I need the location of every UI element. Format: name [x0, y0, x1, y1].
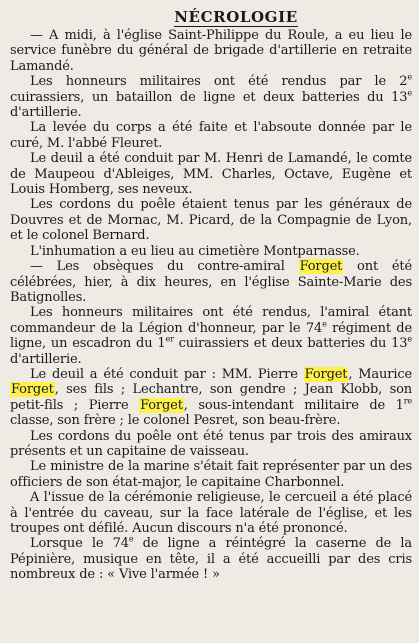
article-paragraph [10, 490, 412, 536]
superscript-ordinal: e [407, 72, 412, 82]
article-paragraph [10, 459, 412, 490]
highlighted-name: Forget [140, 397, 183, 413]
article-paragraph [10, 259, 412, 305]
text-run: Les cordons du poêle ont été tenus par trois des amiraux présents et un capitaine de vaisseau. [10, 428, 412, 459]
text-run: A l'issue de la cérémonie religieuse, le cercueil a été placé à l'entrée du caveau, sur la face latérale de l'église, et les troupes ont défilé. Aucun discours n'a été prononcé. [10, 490, 412, 536]
superscript-ordinal: re [403, 396, 412, 406]
text-run: L'inhumation a eu lieu au cimetière Montparnasse. [30, 243, 360, 259]
article-paragraph [10, 305, 412, 367]
text-run: Le deuil a été conduit par M. Henri de Lamandé, le comte de Maupeou d'Ableiges, MM. Charles, Octave, Eugène et Louis Homberg, ses neveux. [10, 151, 412, 198]
text-run: Le deuil a été conduit par : MM. Pierre [30, 366, 304, 382]
article-paragraph [10, 197, 412, 243]
text-run: La levée du corps a été faite et l'absoute donnée par le curé, M. l'abbé Fleuret. [10, 120, 412, 151]
text-run: Les honneurs militaires ont été rendus, l'amiral étant commandeur de la Légion d'honneur, par le 74 [10, 305, 412, 336]
text-run: Lorsque le 74 [30, 536, 129, 552]
highlighted-name: Forget [11, 382, 54, 398]
superscript-ordinal: e [407, 88, 412, 98]
text-run: d'artillerie. [10, 351, 82, 367]
article-paragraph [10, 244, 412, 259]
article-paragraph [10, 28, 412, 74]
article-paragraph [10, 536, 412, 582]
text-run: Les cordons du poêle étaient tenus par les généraux de Douvres et de Mornac, M. Picard, de la Compagnie de Lyon, et le colonel Bernard. [10, 197, 412, 244]
article-paragraph [10, 120, 412, 151]
text-run: — A midi, à l'église Saint-Philippe du Roule, a eu lieu le service funèbre du général de brigade d'artillerie en retraite Lamandé. [10, 28, 412, 74]
text-run: régiment de ligne, un escadron du 1 [10, 320, 413, 352]
text-run: cuirassiers, un bataillon de ligne et deux batteries du 13 [10, 89, 408, 105]
text-run: ont été célébrées, hier, à dix heures, en l'église Sainte-Marie des Batignolles. [10, 259, 412, 305]
text-run: Les honneurs militaires ont été rendus par le 2 [30, 74, 408, 90]
text-run: , ses fils ; Lechantre, son gendre ; Jean Klobb, son petit-fils ; Pierre [10, 382, 412, 413]
highlighted-name: Forget [304, 366, 348, 382]
obituary-column [10, 28, 412, 583]
text-run: d'artillerie. [10, 105, 82, 121]
section-heading [10, 8, 412, 26]
section-heading-text: NÉCROLOGIE [174, 8, 298, 26]
text-run: classe, son frère ; le colonel Pesret, son beau-frère. [10, 413, 341, 429]
text-run: de ligne a réintégré la caserne de la Pépinière, musique en tête, il a été accueilli par des cris nombreux de : « Vive l'armée ! » [10, 536, 412, 583]
article-paragraph [10, 429, 412, 460]
superscript-ordinal: e [128, 535, 134, 545]
text-run: , Maurice [348, 366, 413, 382]
article-paragraph [10, 367, 412, 429]
text-run: — Les obsèques du contre-amiral [30, 259, 299, 275]
highlighted-name: Forget [299, 259, 343, 275]
superscript-ordinal: er [165, 334, 174, 344]
text-run: , sous-intendant militaire de 1 [183, 397, 404, 413]
text-run: cuirassiers et deux batteries du 13 [173, 336, 408, 352]
text-run: Le ministre de la marine s'était fait représenter par un des officiers de son état-major, le capitaine Charbonnel. [10, 459, 412, 490]
article-paragraph [10, 151, 412, 197]
article-paragraph [10, 74, 412, 120]
superscript-ordinal: e [322, 319, 327, 329]
superscript-ordinal: e [407, 334, 412, 344]
